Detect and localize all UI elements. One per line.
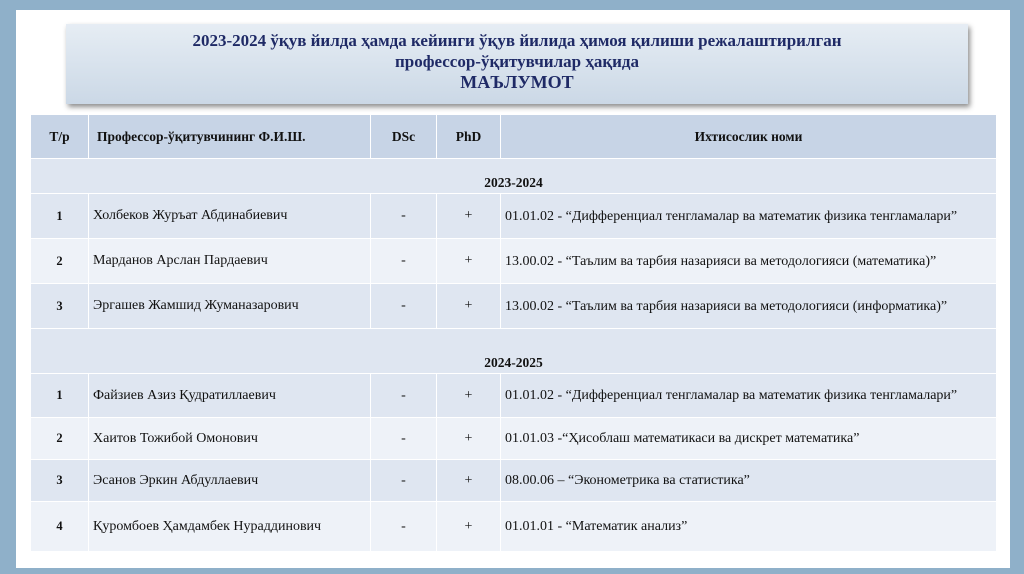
title-line-1: 2023-2024 ўқув йилда ҳамда кейинги ўқув йилида ҳимоя қилиши режалаштирилган [192,31,842,50]
header-spec: Ихтисослик номи [501,115,997,159]
table-row [31,239,997,284]
row-spec: 01.01.01 - “Математик анализ” [501,502,997,552]
row-dsc: - [371,284,437,329]
row-name: Эргашев Жамшид Жуманазарович [89,284,371,329]
year-row-2024 [31,329,997,374]
row-spec: 01.01.02 - “Дифференциал тенгламалар ва математик физика тенгламалари” [501,374,997,418]
row-spec: 01.01.02 - “Дифференциал тенгламалар ва математик физика тенгламалари” [501,194,997,239]
title-line-2: профессор-ўқитувчилар ҳақида [394,52,640,71]
header-num: Т/р [31,115,89,159]
row-spec: 13.00.02 - “Таълим ва тарбия назарияси ва методологияси (информатика)” [501,284,997,329]
year-label: 2023-2024 [31,159,997,194]
slide [16,10,1010,568]
table-row [31,374,997,418]
header-phd: PhD [437,115,501,159]
row-spec: 08.00.06 – “Эконометрика ва статистика” [501,460,997,502]
row-phd: + [437,284,501,329]
year-row-2023 [31,159,997,194]
row-name: Эсанов Эркин Абдуллаевич [89,460,371,502]
row-spec: 13.00.02 - “Таълим ва тарбия назарияси ва методологияси (математика)” [501,239,997,284]
row-spec: 01.01.03 -“Ҳисоблаш математикаси ва дискрет математика” [501,418,997,460]
row-num: 3 [31,460,89,502]
header-name: Профессор-ўқитувчининг Ф.И.Ш. [89,115,371,159]
row-name: Марданов Арслан Пардаевич [89,239,371,284]
row-name: Холбеков Журъат Абдинабиевич [89,194,371,239]
table-row [31,194,997,239]
row-phd: + [437,239,501,284]
table-header-row [31,115,997,159]
title-box [66,24,968,104]
row-dsc: - [371,194,437,239]
row-dsc: - [371,374,437,418]
row-num: 2 [31,418,89,460]
year-label: 2024-2025 [31,329,997,374]
row-phd: + [437,418,501,460]
row-num: 4 [31,502,89,552]
table-row [31,460,997,502]
row-num: 1 [31,374,89,418]
row-num: 2 [31,239,89,284]
row-dsc: - [371,239,437,284]
row-num: 3 [31,284,89,329]
row-num: 1 [31,194,89,239]
row-dsc: - [371,418,437,460]
row-phd: + [437,460,501,502]
title-line-3: МАЪЛУМОТ [460,72,574,92]
row-dsc: - [371,502,437,552]
row-phd: + [437,374,501,418]
table-row [31,502,997,552]
row-phd: + [437,502,501,552]
header-dsc: DSc [371,115,437,159]
row-dsc: - [371,460,437,502]
professors-table [30,114,997,552]
table-row [31,418,997,460]
row-name: Қуромбоев Ҳамдамбек Нураддинович [89,502,371,552]
row-name: Файзиев Азиз Қудратиллаевич [89,374,371,418]
row-name: Хаитов Тожибой Омонович [89,418,371,460]
row-phd: + [437,194,501,239]
table-row [31,284,997,329]
